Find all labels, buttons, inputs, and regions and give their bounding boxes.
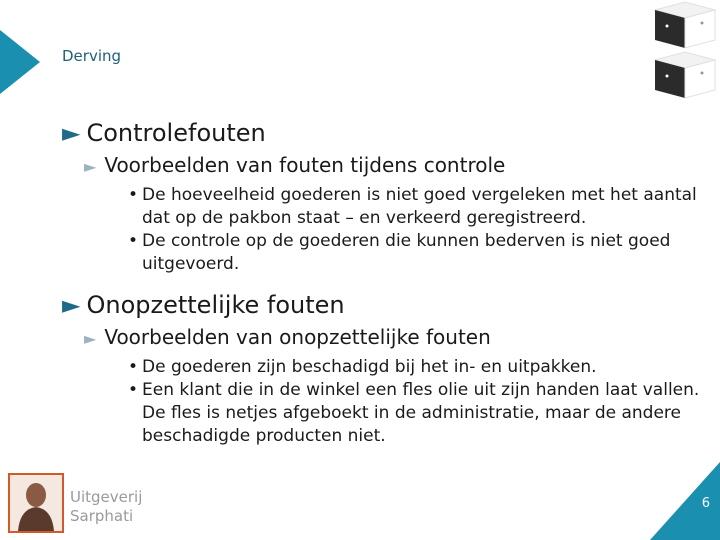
slide-content — [62, 118, 712, 448]
arrow-icon: ► — [62, 119, 81, 147]
publisher-name: Uitgeverij Sarphati — [70, 488, 143, 525]
bullet-item: • De hoeveelheid goederen is niet goed vergeleken met het aantal dat op de pakbon staat – en verkeerd geregistreerd. — [128, 185, 697, 228]
slide-header-title: Derving — [62, 47, 122, 65]
arrow-icon: ► — [84, 329, 97, 348]
arrow-icon: ► — [84, 157, 97, 176]
publisher-logo — [8, 473, 64, 533]
section-heading: ► Controlefouten — [62, 119, 266, 147]
bullet-item: • Een klant die in de winkel een fles olie uit zijn handen laat vallen. De fles is netjes afgeboekt in de administratie, maar de andere beschadigde producten niet. — [128, 380, 700, 446]
subheading: ► Voorbeelden van onopzettelijke fouten — [84, 325, 491, 349]
page-number: 6 — [701, 496, 710, 511]
corner-decoration — [0, 30, 40, 94]
bullet-item: • De controle op de goederen die kunnen bederven is niet goed uitgevoerd. — [128, 231, 671, 274]
subheading: ► Voorbeelden van fouten tijdens controle — [84, 153, 506, 177]
arrow-icon: ► — [62, 291, 81, 319]
section-heading: ► Onopzettelijke fouten — [62, 291, 345, 319]
bullet-item: • De goederen zijn beschadigd bij het in- en uitpakken. — [128, 357, 597, 377]
dice-decoration — [645, 0, 720, 115]
